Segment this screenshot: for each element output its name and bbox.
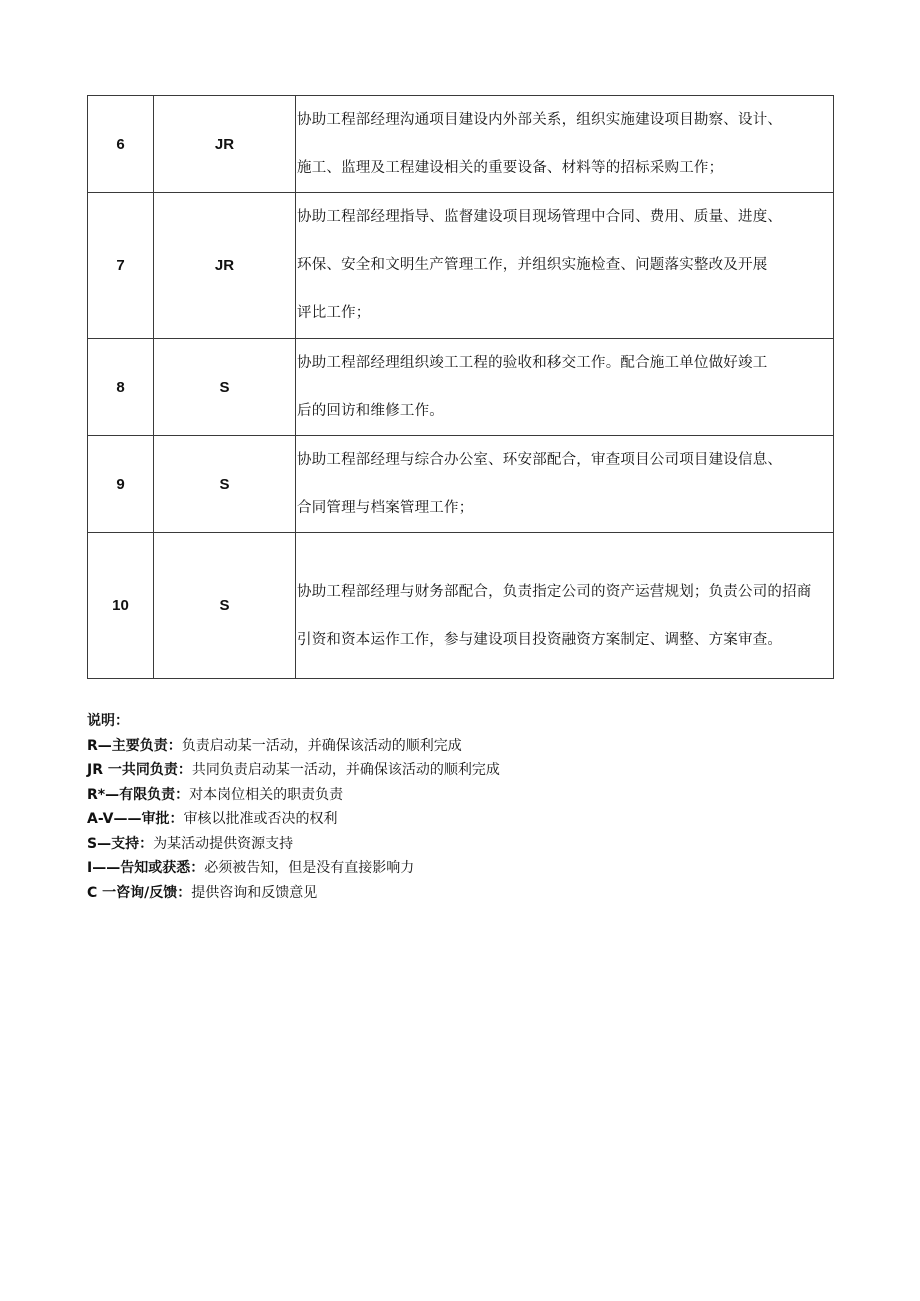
- duty-description-line: 后的回访和维修工作。: [297, 403, 444, 419]
- legend-term: R—主要负责: [87, 737, 168, 754]
- legend-separator: ：: [177, 884, 192, 901]
- role-code: JR: [154, 193, 296, 339]
- duty-description: [296, 436, 834, 533]
- legend-item: [87, 807, 500, 832]
- row-number: 9: [88, 436, 154, 533]
- legend-separator: ：: [169, 811, 184, 827]
- role-code: S: [154, 436, 296, 533]
- duty-description-line: 协助工程部经理沟通项目建设内外部关系，组织实施建设项目勘察、设计、: [297, 112, 783, 128]
- duty-description-line: 协助工程部经理组织竣工工程的验收和移交工作。配合施工单位做好竣工: [297, 355, 768, 371]
- duty-description-line: 环保、安全和文明生产管理工作，并组织实施检查、问题落实整改及开展: [297, 257, 768, 273]
- legend-term: A-V——审批: [87, 811, 170, 827]
- legend-description: 必须被告知，但是没有直接影响力: [204, 860, 415, 876]
- role-code: S: [154, 339, 296, 436]
- row-number: 8: [88, 339, 154, 436]
- legend-separator: ：: [190, 860, 205, 876]
- table-row: [88, 193, 834, 339]
- legend-separator: ：: [177, 762, 192, 778]
- legend-description: 对本岗位相关的职责负责: [189, 786, 344, 803]
- duty-description: [296, 193, 834, 339]
- legend-description: 共同负责启动某一活动，并确保该活动的顺利完成: [191, 762, 500, 778]
- legend-term: JR 一共同负责: [87, 762, 178, 778]
- duty-table: [87, 95, 834, 679]
- duty-description: [296, 533, 834, 679]
- duty-description-line: 协助工程部经理与综合办公室、环安部配合，审查项目公司项目建设信息、: [297, 452, 783, 468]
- duty-description-line: 协助工程部经理与财务部配合，负责指定公司的资产运营规划；负责公司的招商: [297, 583, 812, 600]
- role-code: JR: [154, 96, 296, 193]
- legend-separator: ：: [139, 835, 154, 852]
- duty-description-line: 合同管理与档案管理工作；: [297, 500, 474, 516]
- duty-description-line: 协助工程部经理指导、监督建设项目现场管理中合同、费用、质量、进度、: [297, 209, 783, 225]
- legend-term: I——告知或获悉: [87, 860, 191, 876]
- table-row: [88, 339, 834, 436]
- legend-term: S—支持: [87, 835, 140, 852]
- row-number: 10: [88, 533, 154, 679]
- table-row: [88, 533, 834, 679]
- legend-item: [87, 783, 500, 808]
- duty-description: [296, 339, 834, 436]
- duty-description-line: 施工、监理及工程建设相关的重要设备、材料等的招标采购工作；: [297, 160, 724, 176]
- role-code: S: [154, 533, 296, 679]
- table-row: [88, 96, 834, 193]
- legend-notes: [87, 709, 500, 905]
- legend-description: 审核以批准或否决的权利: [183, 811, 338, 827]
- legend-separator: ：: [175, 786, 190, 803]
- legend-item: [87, 856, 500, 881]
- legend-term: C 一咨询/反馈: [87, 884, 178, 901]
- legend-description: 提供咨询和反馈意见: [191, 884, 318, 901]
- legend-item: [87, 832, 500, 857]
- legend-separator: ：: [167, 737, 182, 754]
- table-row: [88, 436, 834, 533]
- legend-item: [87, 881, 500, 906]
- legend-description: 为某活动提供资源支持: [153, 835, 294, 852]
- duty-description-line: 引资和资本运作工作，参与建设项目投资融资方案制定、调整、方案审查。: [297, 631, 783, 648]
- row-number: 6: [88, 96, 154, 193]
- legend-item: [87, 734, 500, 759]
- duty-description-line: 评比工作；: [297, 305, 371, 321]
- notes-title: 说明：: [87, 713, 129, 729]
- duty-description: [296, 96, 834, 193]
- row-number: 7: [88, 193, 154, 339]
- legend-item: [87, 758, 500, 783]
- legend-description: 负责启动某一活动，并确保该活动的顺利完成: [181, 737, 462, 754]
- legend-term: R*—有限负责: [87, 786, 176, 803]
